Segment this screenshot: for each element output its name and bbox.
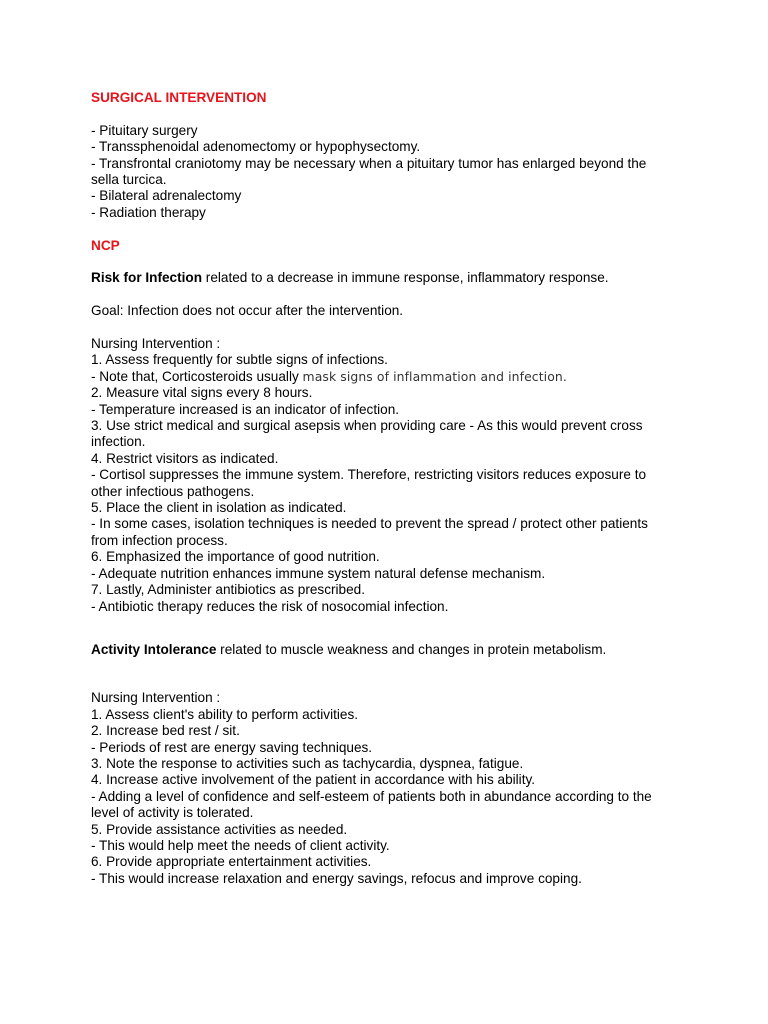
list-item: 6. Emphasized the importance of good nutrition. (91, 549, 380, 565)
ncp-heading: NCP (91, 237, 120, 253)
list-item: 1. Assess client's ability to perform activities. (91, 706, 359, 722)
list-item: infection. (91, 434, 146, 450)
activity-diagnosis (91, 642, 691, 658)
activity-list (91, 707, 691, 887)
list-item: - Radiation therapy (91, 204, 206, 220)
list-item: - Antibiotic therapy reduces the risk of nosocomial infection. (91, 598, 449, 614)
infection-list (91, 385, 691, 615)
list-item: from infection process. (91, 532, 228, 548)
list-item: 3. Note the response to activities such as tachycardia, dyspnea, fatigue. (91, 755, 524, 771)
infection-diagnosis (91, 270, 691, 286)
list-item: sella turcica. (91, 172, 167, 188)
list-item: 4. Increase active involvement of the patient in accordance with his ability. (91, 772, 536, 788)
list-item: - Transsphenoidal adenomectomy or hypophysectomy. (91, 139, 421, 155)
list-item: 5. Provide assistance activities as needed. (91, 821, 348, 837)
note-text-emphasis: mask signs of inflammation and infection. (302, 368, 567, 384)
list-item: - Adding a level of confidence and self-esteem of patients both in abundance according to the (91, 788, 652, 804)
list-item: 3. Use strict medical and surgical asepsis when providing care - As this would prevent cross (91, 418, 643, 434)
list-item: other infectious pathogens. (91, 483, 255, 499)
list-item: - Bilateral adrenalectomy (91, 188, 242, 204)
infection-intervention-label: Nursing Intervention : (91, 336, 221, 352)
list-item: 2. Increase bed rest / sit. (91, 723, 240, 739)
infection-diagnosis-title: Risk for Infection (91, 270, 203, 286)
list-item: - This would increase relaxation and energy savings, refocus and improve coping. (91, 870, 582, 886)
surgical-list (91, 123, 691, 221)
list-item: - In some cases, isolation techniques is needed to prevent the spread / protect other patients (91, 516, 648, 532)
surgical-intervention-heading: SURGICAL INTERVENTION (91, 90, 267, 105)
list-item: - Periods of rest are energy saving techniques. (91, 739, 373, 755)
list-item: - Temperature increased is an indicator of infection. (91, 401, 400, 417)
activity-diagnosis-text: related to muscle weakness and changes in protein metabolism. (216, 641, 607, 657)
list-item: - This would help meet the needs of client activity. (91, 837, 390, 853)
note-text: - Note that, Corticosteroids usually (91, 368, 303, 384)
list-item: - Cortisol suppresses the immune system. Therefore, restricting visitors reduces exposure to (91, 467, 647, 483)
list-item: - Adequate nutrition enhances immune system natural defense mechanism. (91, 565, 546, 581)
list-item: 7. Lastly, Administer antibiotics as prescribed. (91, 582, 366, 598)
list-item: - Pituitary surgery (91, 122, 198, 138)
activity-intervention-label: Nursing Intervention : (91, 690, 221, 706)
list-item (91, 369, 691, 385)
list-item: 6. Provide appropriate entertainment activities. (91, 854, 372, 870)
infection-diagnosis-text: related to a decrease in immune response, inflammatory response. (202, 270, 609, 286)
document-page (91, 90, 691, 887)
list-item: 2. Measure vital signs every 8 hours. (91, 385, 313, 401)
list-item: 5. Place the client in isolation as indicated. (91, 500, 347, 516)
list-item: - Transfrontal craniotomy may be necessary when a pituitary tumor has enlarged beyond the (91, 155, 647, 171)
list-item: 4. Restrict visitors as indicated. (91, 450, 279, 466)
infection-goal: Goal: Infection does not occur after the intervention. (91, 303, 404, 319)
activity-diagnosis-title: Activity Intolerance (91, 641, 217, 657)
list-item: 1. Assess frequently for subtle signs of infections. (91, 352, 388, 368)
list-item: level of activity is tolerated. (91, 805, 254, 821)
